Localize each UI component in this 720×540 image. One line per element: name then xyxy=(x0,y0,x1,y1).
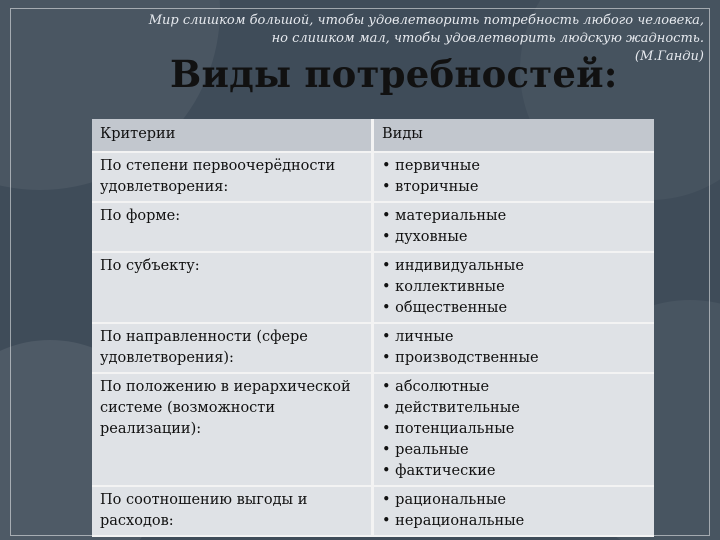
list-item: • производственные xyxy=(382,348,646,369)
types-list xyxy=(382,206,646,248)
list-item: • вторичные xyxy=(382,177,646,198)
list-item: • абсолютные xyxy=(382,377,646,398)
types-list xyxy=(382,156,646,198)
column-header-criteria: Критерии xyxy=(92,119,373,152)
list-item: • потенциальные xyxy=(382,419,646,440)
needs-table xyxy=(92,119,654,537)
table-row xyxy=(92,486,654,536)
list-item: • реальные xyxy=(382,440,646,461)
types-cell xyxy=(373,486,655,536)
criterion-cell: По субъекту: xyxy=(92,252,373,323)
list-item: • личные xyxy=(382,327,646,348)
list-item: • первичные xyxy=(382,156,646,177)
table-header-row xyxy=(92,119,654,152)
types-cell xyxy=(373,373,655,486)
criterion-cell: По форме: xyxy=(92,202,373,252)
criterion-cell: По соотношению выгоды и расходов: xyxy=(92,486,373,536)
list-item: • материальные xyxy=(382,206,646,227)
table-row xyxy=(92,152,654,202)
quote-line-2: но слишком мал, чтобы удовлетворить людскую жадность. xyxy=(271,31,704,46)
table-row xyxy=(92,323,654,373)
table-row xyxy=(92,252,654,323)
table-body xyxy=(92,152,654,536)
types-cell xyxy=(373,252,655,323)
list-item: • коллективные xyxy=(382,277,646,298)
column-header-types: Виды xyxy=(373,119,655,152)
list-item: • нерациональные xyxy=(382,511,646,532)
types-list xyxy=(382,327,646,369)
types-list xyxy=(382,377,646,482)
list-item: • фактические xyxy=(382,461,646,482)
quote-line-1: Мир слишком большой, чтобы удовлетворить потребность любого человека, xyxy=(148,13,704,28)
types-cell xyxy=(373,152,655,202)
criterion-cell: По направленности (сфере удовлетворения): xyxy=(92,323,373,373)
criterion-cell: По положению в иерархической системе (возможности реализации): xyxy=(92,373,373,486)
types-list xyxy=(382,256,646,319)
types-cell xyxy=(373,202,655,252)
table-row xyxy=(92,373,654,486)
criterion-cell: По степени первоочерёдности удовлетворения: xyxy=(92,152,373,202)
slide-title: Виды потребностей: xyxy=(170,52,618,96)
list-item: • рациональные xyxy=(382,490,646,511)
list-item: • действительные xyxy=(382,398,646,419)
quote-author: (М.Ганди) xyxy=(634,49,704,64)
types-list xyxy=(382,490,646,532)
list-item: • индивидуальные xyxy=(382,256,646,277)
list-item: • общественные xyxy=(382,298,646,319)
types-cell xyxy=(373,323,655,373)
table-row xyxy=(92,202,654,252)
list-item: • духовные xyxy=(382,227,646,248)
